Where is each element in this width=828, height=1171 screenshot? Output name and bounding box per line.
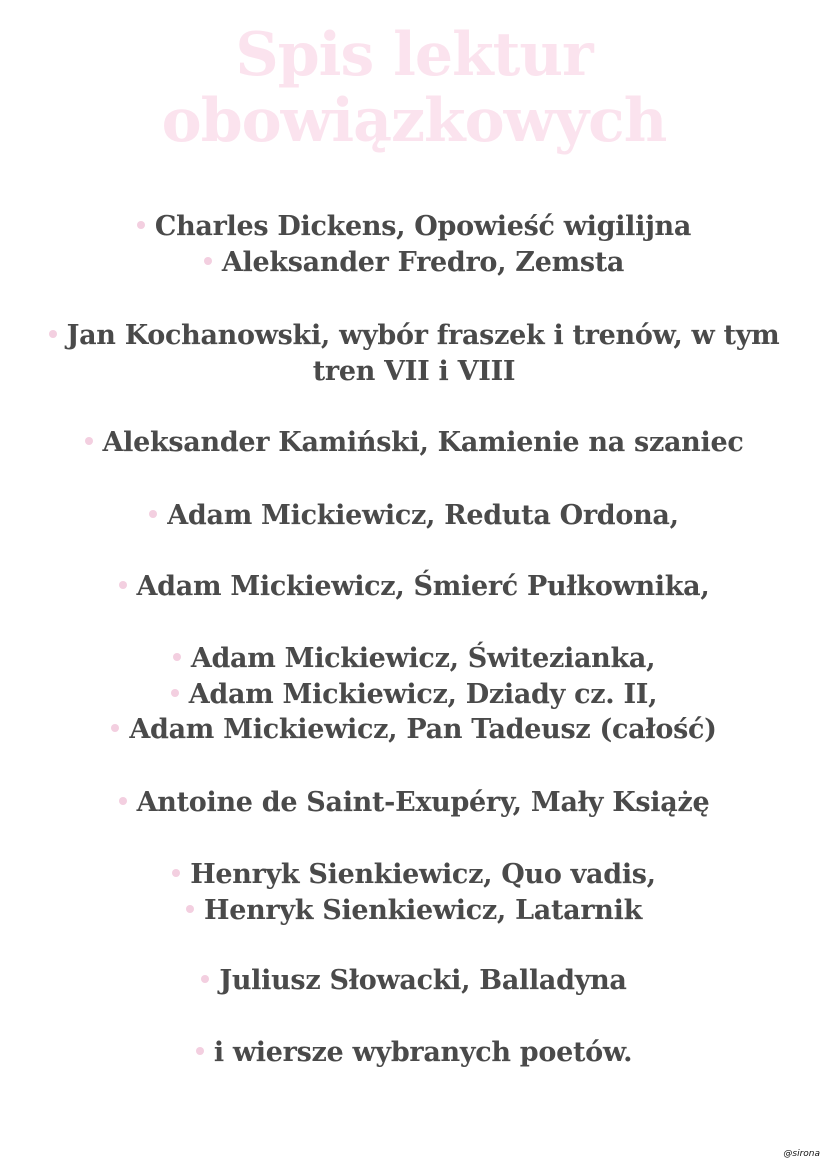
list-item: Adam Mickiewicz, Dziady cz. II, (30, 677, 798, 713)
list-item: Adam Mickiewicz, Pan Tadeusz (całość) (30, 712, 798, 748)
list-item: Henryk Sienkiewicz, Latarnik (30, 893, 798, 929)
list-item: Antoine de Saint-Exupéry, Mały Książę (30, 785, 798, 821)
bullet-icon (111, 724, 119, 732)
bullet-icon (201, 975, 209, 983)
bullet-icon (49, 330, 57, 338)
bullet-icon (196, 1047, 204, 1055)
bullet-icon (173, 653, 181, 661)
signature: @sirona (783, 1149, 820, 1159)
bullet-icon (119, 581, 127, 589)
bullet-icon (172, 869, 180, 877)
bullet-icon (171, 689, 179, 697)
bullet-icon (186, 905, 194, 913)
list-item: Aleksander Fredro, Zemsta (30, 245, 798, 281)
page-title-line-1: Spis lektur (235, 20, 593, 90)
page-title-line-2: obowiązkowych (161, 86, 667, 156)
page-title (0, 22, 828, 154)
list-item: Juliusz Słowacki, Balladyna (30, 963, 798, 999)
list-item: Henryk Sienkiewicz, Quo vadis, (30, 857, 798, 893)
list-item: Charles Dickens, Opowieść wigilijna (30, 209, 798, 245)
bullet-icon (85, 437, 93, 445)
bullet-icon (137, 221, 145, 229)
bullet-icon (119, 797, 127, 805)
bullet-icon (149, 510, 157, 518)
bullet-icon (204, 257, 212, 265)
list-item: Adam Mickiewicz, Śmierć Pułkownika, (30, 569, 798, 605)
list-item: i wiersze wybranych poetów. (30, 1035, 798, 1071)
list-item: Adam Mickiewicz, Reduta Ordona, (30, 498, 798, 534)
list-item: Aleksander Kamiński, Kamienie na szaniec (30, 425, 798, 461)
list-item: Jan Kochanowski, wybór fraszek i trenów, w tym tren VII i VIII (40, 318, 788, 390)
list-item: Adam Mickiewicz, Świtezianka, (30, 641, 798, 677)
